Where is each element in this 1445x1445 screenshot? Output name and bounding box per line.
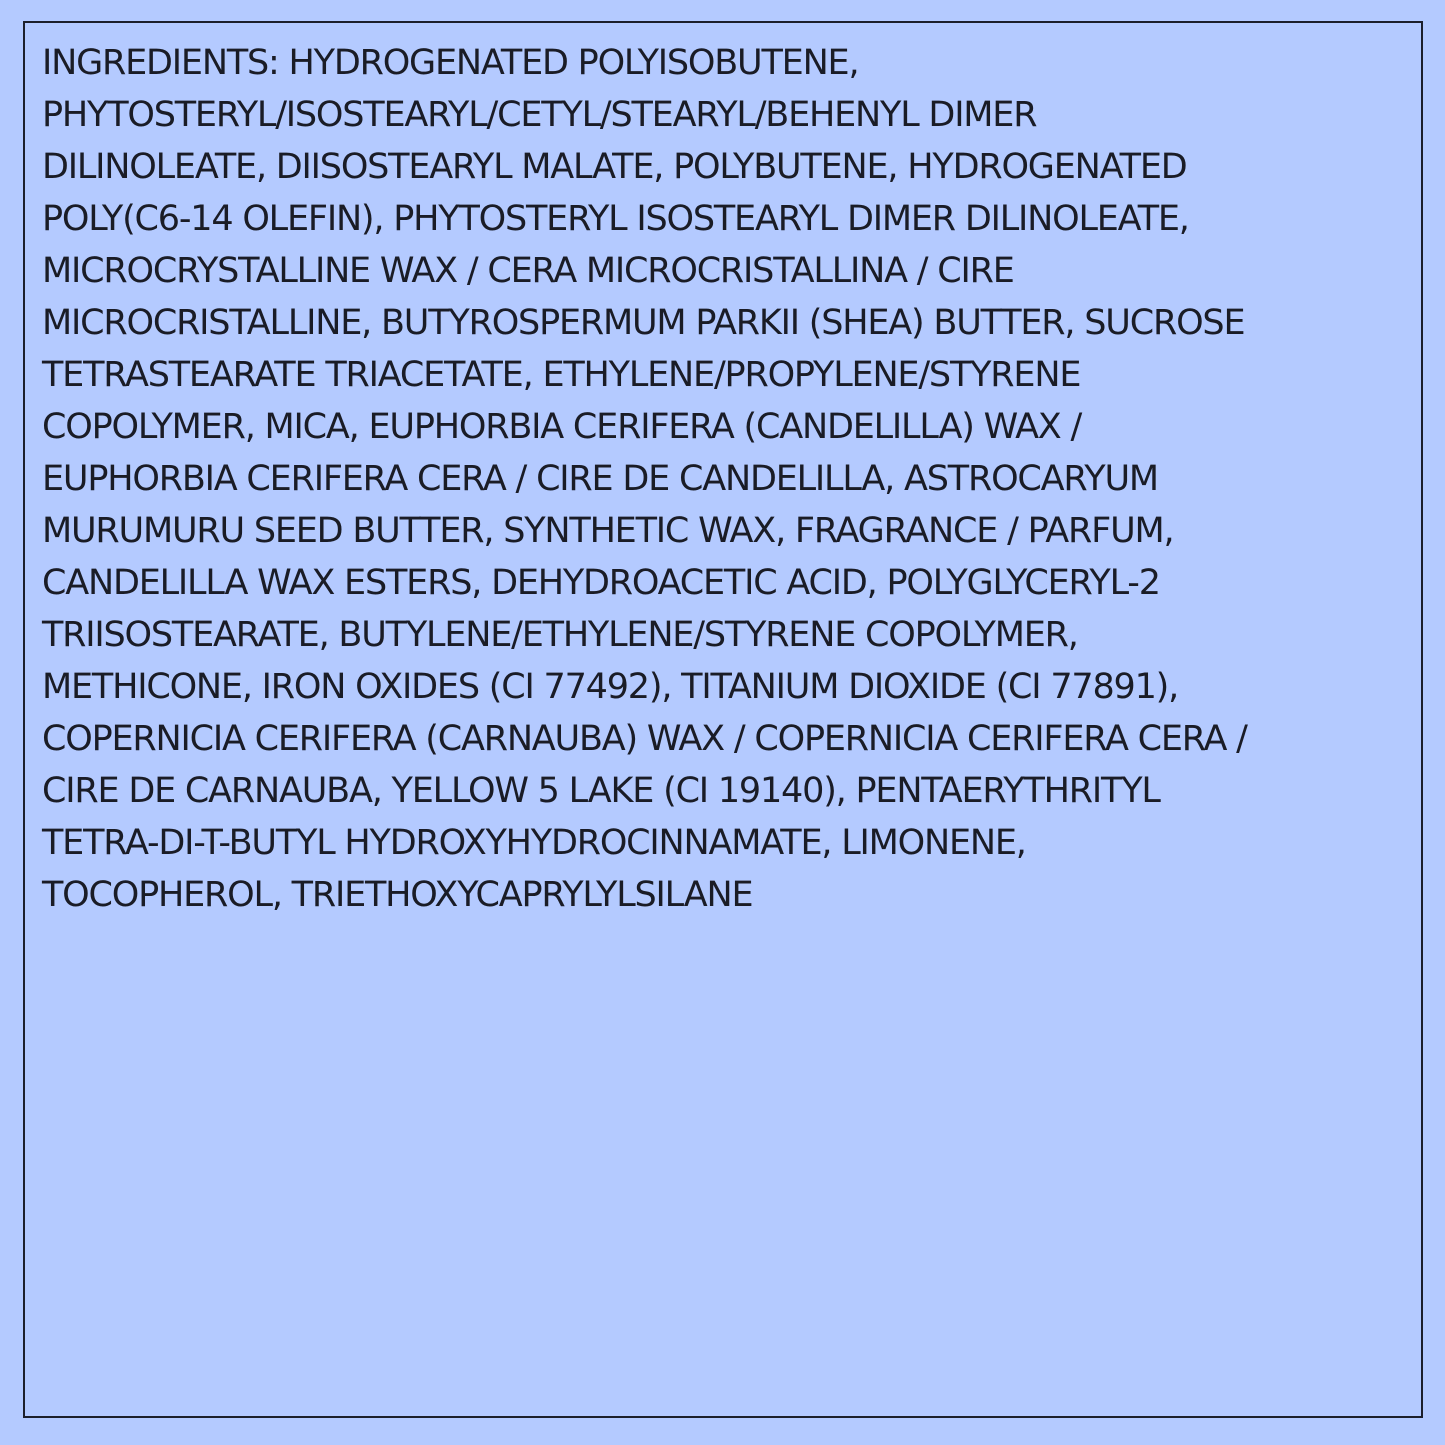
ingredients-line: MICROCRISTALLINE, BUTYROSPERMUM PARKII (SHEA) BUTTER, SUCROSE: [42, 303, 1245, 343]
ingredients-line: COPERNICIA CERIFERA (CARNAUBA) WAX / COPERNICIA CERIFERA CERA /: [42, 719, 1247, 759]
ingredients-line: COPOLYMER, MICA, EUPHORBIA CERIFERA (CANDELILLA) WAX /: [42, 407, 1082, 447]
ingredients-line: TETRASTEARATE TRIACETATE, ETHYLENE/PROPYLENE/STYRENE: [42, 355, 1081, 395]
ingredients-line: EUPHORBIA CERIFERA CERA / CIRE DE CANDELILLA, ASTROCARYUM: [42, 459, 1158, 499]
ingredients-line: MICROCRYSTALLINE WAX / CERA MICROCRISTALLINA / CIRE: [42, 251, 1014, 291]
ingredients-line: CANDELILLA WAX ESTERS, DEHYDROACETIC ACID, POLYGLYCERYL-2: [42, 563, 1160, 603]
ingredients-line: METHICONE, IRON OXIDES (CI 77492), TITANIUM DIOXIDE (CI 77891),: [42, 667, 1179, 707]
ingredients-line: MURUMURU SEED BUTTER, SYNTHETIC WAX, FRAGRANCE / PARFUM,: [42, 511, 1174, 551]
ingredients-line: TOCOPHEROL, TRIETHOXYCAPRYLYLSILANE: [42, 875, 753, 915]
ingredients-line: DILINOLEATE, DIISOSTEARYL MALATE, POLYBUTENE, HYDROGENATED: [42, 147, 1187, 187]
ingredients-line: PHYTOSTERYL/ISOSTEARYL/CETYL/STEARYL/BEHENYL DIMER: [42, 95, 1037, 135]
ingredients-list: [42, 37, 1402, 921]
ingredients-line: CIRE DE CARNAUBA, YELLOW 5 LAKE (CI 19140), PENTAERYTHRITYL: [42, 771, 1160, 811]
ingredients-line: TETRA-DI-T-BUTYL HYDROXYHYDROCINNAMATE, LIMONENE,: [42, 823, 1026, 863]
ingredients-line: POLY(C6-14 OLEFIN), PHYTOSTERYL ISOSTEARYL DIMER DILINOLEATE,: [42, 199, 1189, 239]
ingredients-line: TRIISOSTEARATE, BUTYLENE/ETHYLENE/STYRENE COPOLYMER,: [42, 615, 1078, 655]
ingredients-line: INGREDIENTS: HYDROGENATED POLYISOBUTENE,: [42, 43, 859, 83]
